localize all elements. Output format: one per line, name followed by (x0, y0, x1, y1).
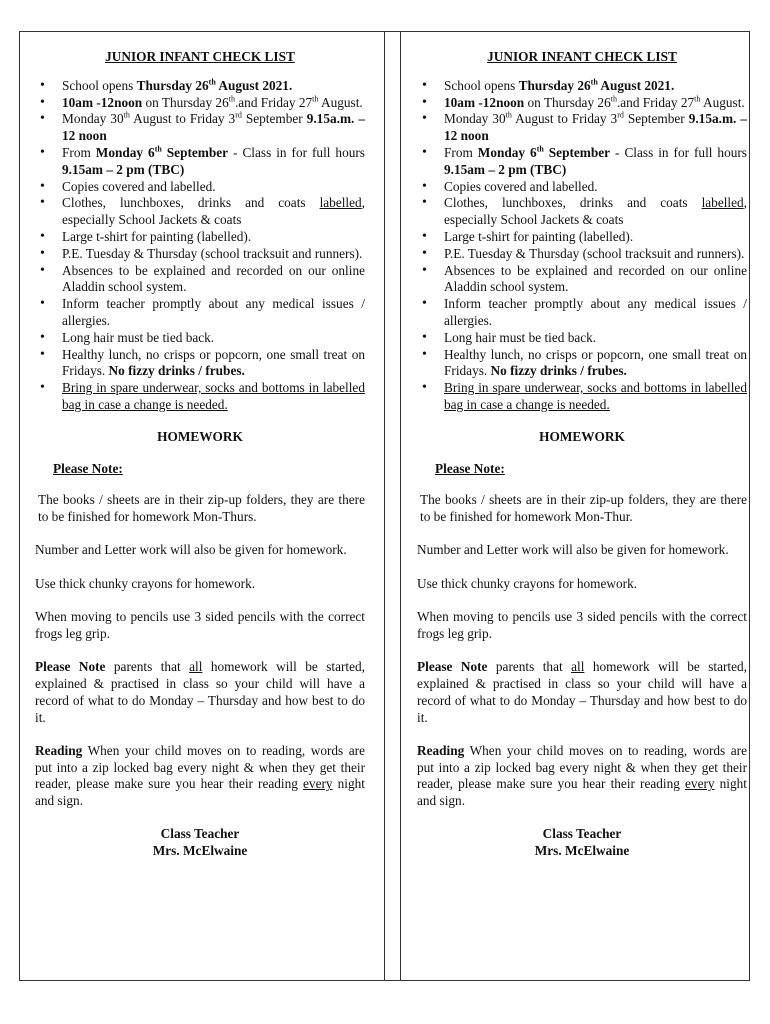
list-item: • From Monday 6th September - Class in for full hours 9.15am – 2 pm (TBC) (417, 145, 747, 179)
books-paragraph: The books / sheets are in their zip-up folders, they are there to be finished for homework Mon-Thur. (420, 492, 747, 525)
reading-paragraph: Reading When your child moves on to reading, words are put into a zip locked bag every night & when they get their reader, please make sure you hear their reading every night and sign. (35, 742, 365, 809)
homework-heading: HOMEWORK (539, 428, 625, 444)
class-teacher-label: Class Teacher (160, 826, 240, 842)
checklist (417, 78, 747, 414)
checklist-column-right (417, 49, 747, 860)
list-item: • Clothes, lunchboxes, drinks and coats labelled, especially School Jackets & coats (35, 195, 365, 229)
pencils-paragraph: When moving to pencils use 3 sided pencils with the correct frogs leg grip. (417, 609, 747, 641)
list-item: • Long hair must be tied back. (417, 330, 747, 347)
pencils-paragraph: When moving to pencils use 3 sided pencils with the correct frogs leg grip. (35, 609, 365, 641)
list-item: • Bring in spare underwear, socks and bottoms in labelled bag in case a change is needed. (417, 380, 747, 414)
list-item: • Bring in spare underwear, socks and bottoms in labelled bag in case a change is needed. (35, 380, 365, 414)
please-note-paragraph: Please Note parents that all homework will be started, explained & practised in class so your child will have a record of what to do Monday – Thursday and how best to do it. (35, 659, 366, 725)
crayons-paragraph: Use thick chunky crayons for homework. (417, 575, 638, 591)
list-item: • School opens Thursday 26th August 2021. (35, 78, 365, 95)
please-note-paragraph: Please Note parents that all homework will be started, explained & practised in class so your child will have a record of what to do Monday – Thursday and how best to do it. (417, 659, 748, 725)
list-item: • Monday 30th August to Friday 3rd September 9.15a.m. – 12 noon (417, 111, 747, 145)
books-paragraph: The books / sheets are in their zip-up folders, they are there to be finished for homework Mon-Thurs. (38, 492, 365, 525)
reading-paragraph: Reading When your child moves on to reading, words are put into a zip locked bag every night & when they get their reader, please make sure you hear their reading every night and sign. (417, 742, 747, 809)
list-item: • School opens Thursday 26th August 2021. (417, 78, 747, 95)
list-item: • 10am -12noon on Thursday 26th.and Friday 27th August. (35, 95, 365, 112)
list-item: • Monday 30th August to Friday 3rd September 9.15a.m. – 12 noon (35, 111, 365, 145)
list-item: • Absences to be explained and recorded on our online Aladdin school system. (35, 263, 365, 297)
list-item: • P.E. Tuesday & Thursday (school tracksuit and runners). (417, 246, 747, 263)
checklist (35, 78, 365, 414)
list-item: • Large t-shirt for painting (labelled). (417, 229, 747, 246)
please-note-heading: Please Note: (435, 460, 505, 476)
list-item: • Healthy lunch, no crisps or popcorn, one small treat on Fridays. No fizzy drinks / frubes. (35, 347, 365, 381)
teacher-name: Mrs. McElwaine (152, 843, 248, 859)
list-item: • From Monday 6th September - Class in for full hours 9.15am – 2 pm (TBC) (35, 145, 365, 179)
list-item: • Long hair must be tied back. (35, 330, 365, 347)
list-item: • Copies covered and labelled. (35, 179, 365, 196)
crayons-paragraph: Use thick chunky crayons for homework. (35, 575, 256, 591)
list-item: • Absences to be explained and recorded on our online Aladdin school system. (417, 263, 747, 297)
teacher-name: Mrs. McElwaine (534, 843, 630, 859)
number-letter-paragraph: Number and Letter work will also be given for homework. (417, 542, 729, 558)
class-teacher-label: Class Teacher (542, 826, 622, 842)
column-divider (384, 31, 401, 981)
list-item: • Large t-shirt for painting (labelled). (35, 229, 365, 246)
checklist-column-left (35, 49, 365, 860)
list-item: • P.E. Tuesday & Thursday (school tracksuit and runners). (35, 246, 365, 263)
list-item: • Copies covered and labelled. (417, 179, 747, 196)
please-note-heading: Please Note: (53, 460, 123, 476)
list-item: • Inform teacher promptly about any medical issues / allergies. (35, 296, 365, 330)
number-letter-paragraph: Number and Letter work will also be given for homework. (35, 542, 347, 558)
list-item: • 10am -12noon on Thursday 26th.and Friday 27th August. (417, 95, 747, 112)
list-item: • Healthy lunch, no crisps or popcorn, one small treat on Fridays. No fizzy drinks / frubes. (417, 347, 747, 381)
homework-heading: HOMEWORK (157, 428, 243, 444)
checklist-title: JUNIOR INFANT CHECK LIST (105, 49, 295, 64)
checklist-title: JUNIOR INFANT CHECK LIST (487, 49, 677, 64)
list-item: • Inform teacher promptly about any medical issues / allergies. (417, 296, 747, 330)
list-item: • Clothes, lunchboxes, drinks and coats labelled, especially School Jackets & coats (417, 195, 747, 229)
